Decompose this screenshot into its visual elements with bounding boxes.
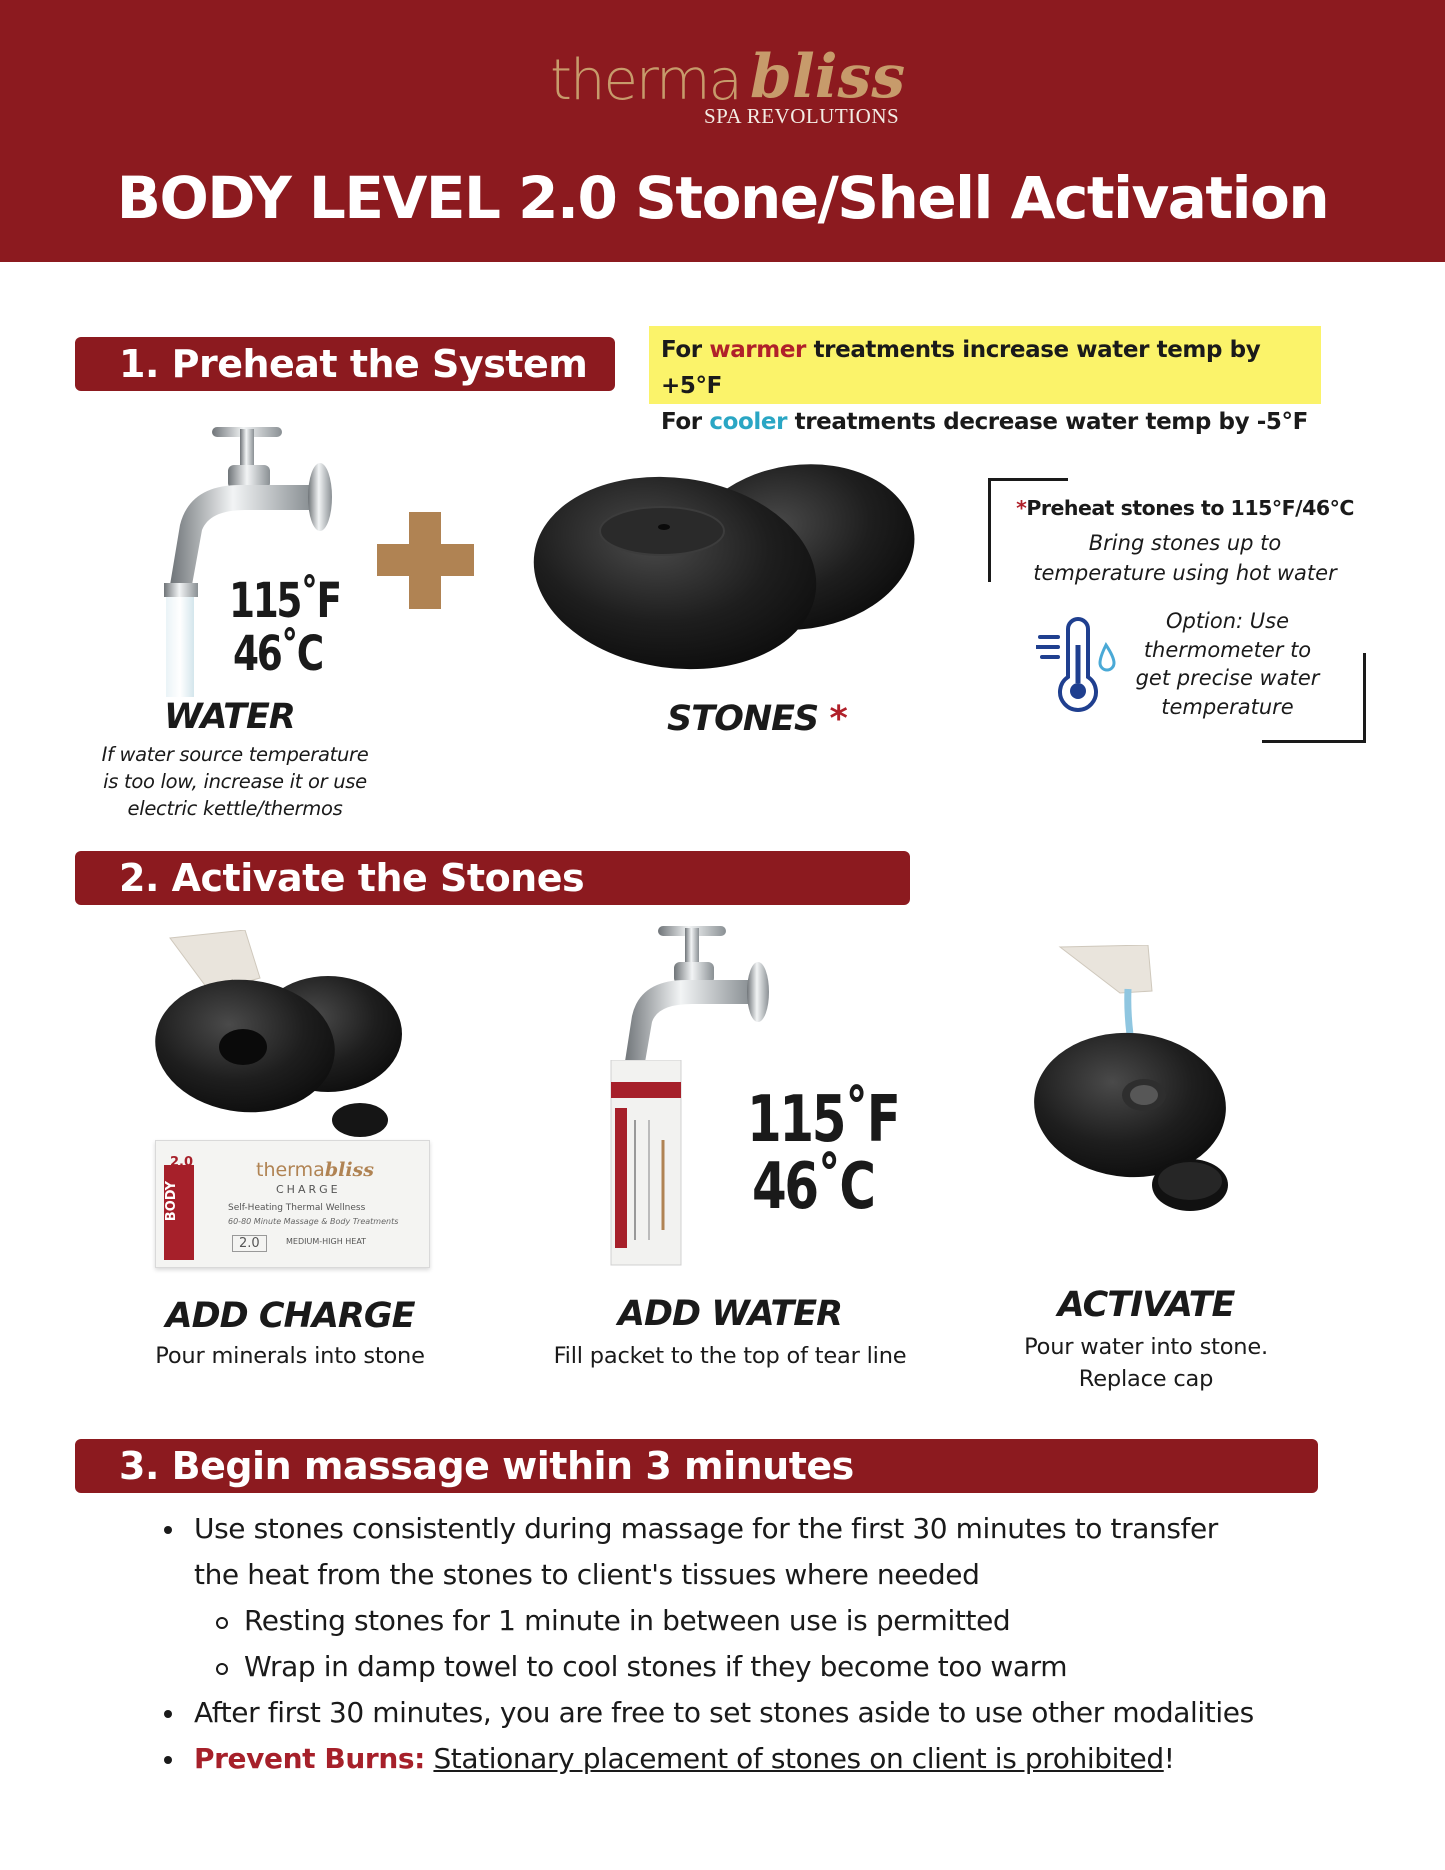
packet-level: 2.0 <box>170 1155 194 1170</box>
packet-water-temp-c: 46˚C <box>752 1150 874 1224</box>
step-add-water-desc: Fill packet to the top of tear line <box>553 1343 907 1369</box>
asterisk-icon: * <box>829 699 847 739</box>
packet-body-text: BODY <box>164 1181 179 1222</box>
thermometer-option-text: Option: Use thermometer to get precise water temperature <box>1135 609 1320 719</box>
stones-image <box>530 455 930 680</box>
logo-tagline: SPA REVOLUTIONS <box>704 104 900 128</box>
logo-therma: therma <box>550 48 741 113</box>
sub-list-item: Wrap in damp towel to cool stones if they become too warm <box>160 1644 1360 1690</box>
page-title: BODY LEVEL 2.0 Stone/Shell Activation <box>116 164 1329 232</box>
water-temp-f: 115˚F <box>229 573 340 629</box>
step-add-water-title: ADD WATER <box>617 1294 843 1334</box>
stones-label: STONES * <box>667 699 847 739</box>
section-3-heading: 3. Begin massage within 3 minutes <box>75 1439 1318 1493</box>
massage-instructions-list <box>160 1506 1360 1782</box>
plus-icon-vertical <box>409 512 441 609</box>
warmer-note: For warmer treatments increase water temp by +5°F <box>661 337 1261 399</box>
water-label: WATER <box>164 697 295 737</box>
water-description: If water source temperature is too low, increase it or use electric kettle/thermos <box>101 743 369 820</box>
step-activate-title: ACTIVATE <box>1057 1285 1235 1325</box>
list-item: Use stones consistently during massage for the first 30 minutes to transfer the heat from the stones to client's tissues where needed <box>160 1506 1360 1598</box>
temperature-adjust-note <box>649 326 1321 435</box>
section-2-heading: 2. Activate the Stones <box>75 851 910 905</box>
brand-logo <box>540 42 910 134</box>
packet-line1: Self-Heating Thermal Wellness <box>228 1203 366 1213</box>
water-temp-c: 46˚C <box>233 626 322 682</box>
sub-list-item: Resting stones for 1 minute in between use is permitted <box>160 1598 1360 1644</box>
packet-line2: 60-80 Minute Massage & Body Treatments <box>228 1217 399 1226</box>
preheat-note-body: Bring stones up to temperature using hot water <box>1033 531 1337 585</box>
section-1-heading: 1. Preheat the System <box>75 337 615 391</box>
burn-warning: Prevent Burns: Stationary placement of stones on client is prohibited! <box>160 1736 1360 1782</box>
logo-bliss: bliss <box>750 42 906 112</box>
packet-water-temp-f: 115˚F <box>747 1083 899 1157</box>
cooler-note: For cooler treatments decrease water temp by -5°F <box>661 409 1308 435</box>
packet-heat: MEDIUM-HIGH HEAT <box>286 1237 367 1246</box>
packet-brand: thermabliss <box>256 1159 374 1181</box>
step-add-charge-title: ADD CHARGE <box>165 1296 415 1336</box>
list-item: After first 30 minutes, you are free to set stones aside to use other modalities <box>160 1690 1360 1736</box>
thermometer-icon <box>1036 615 1122 715</box>
packet-charge: CHARGE <box>276 1183 341 1196</box>
preheat-note-title: *Preheat stones to 115°F/46°C <box>1016 496 1354 520</box>
charge-packet <box>155 1140 430 1268</box>
water-packet-image <box>605 1060 695 1270</box>
activate-image <box>1030 945 1280 1225</box>
step-activate-desc: Pour water into stone. Replace cap <box>1024 1334 1268 1392</box>
step-add-charge-desc: Pour minerals into stone <box>155 1343 425 1369</box>
packet-level-box: 2.0 <box>232 1235 267 1252</box>
